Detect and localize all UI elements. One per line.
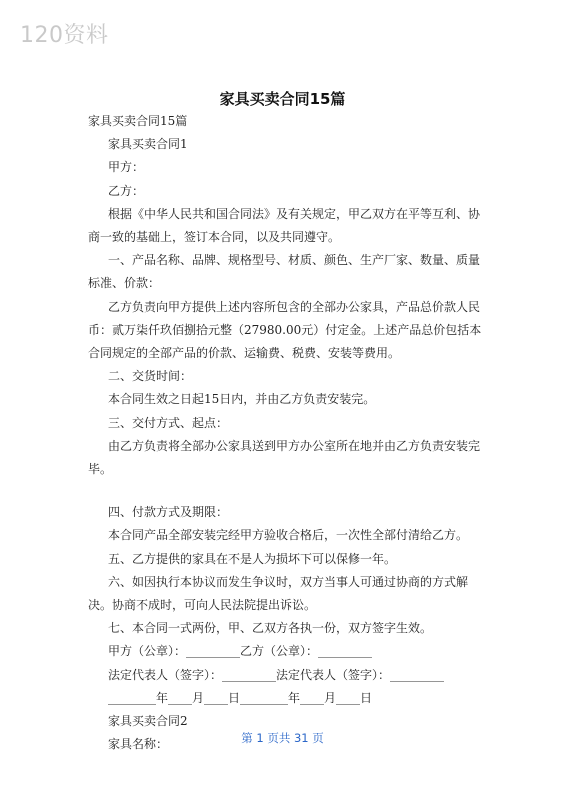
- date-line: ________年____月____日________年____月____日: [108, 690, 373, 705]
- party-a-label: 甲方：: [108, 160, 145, 175]
- seal-line: 甲方（公章）：_________乙方（公章）：_________: [108, 644, 373, 659]
- page-footer: 第 1 页共 31 页: [241, 731, 324, 745]
- furniture-name-label: 家具名称：: [108, 737, 169, 752]
- clause-6-paragraph: 六、如因执行本协议而发生争议时，双方当事人可通过协商的方式解决。协商不成时，可向人民法院提出诉讼。: [88, 574, 469, 613]
- clause-1-paragraph: 乙方负责向甲方提供上述内容所包含的全部办公家具，产品总价款人民币：贰万柒仟玖佰捌拾元整（27980.00元）付定金。上述产品总价包括本合同规定的全部产品的价款、运输费、税费、安装等费用。: [88, 299, 482, 361]
- clause-2-heading: 二、交货时间：: [108, 369, 193, 384]
- clause-3-paragraph: 由乙方负责将全部办公家具送到甲方办公室所在地并由乙方负责安装完毕。: [88, 438, 481, 477]
- section-heading: 家具买卖合同1: [108, 137, 188, 152]
- section-heading-2: 家具买卖合同2: [108, 714, 188, 729]
- signature-line: 法定代表人（签字）：_________法定代表人（签字）：_________: [108, 667, 445, 682]
- document-body: [88, 110, 483, 756]
- preamble-paragraph: 根据《中华人民共和国合同法》及有关规定，甲乙双方在平等互利、协商一致的基础上，签订本合同，以及共同遵守。: [88, 206, 481, 245]
- clause-7-paragraph: 七、本合同一式两份，甲、乙双方各执一份，双方签字生效。: [108, 621, 433, 636]
- clause-1-heading: 一、产品名称、品牌、规格型号、材质、颜色、生产厂家、数量、质量标准、价款：: [88, 253, 481, 291]
- clause-4-heading: 四、付款方式及期限：: [108, 505, 229, 520]
- doc-subtitle: 家具买卖合同15篇: [88, 114, 188, 128]
- clause-2-paragraph: 本合同生效之日起15日内，并由乙方负责安装完。: [108, 392, 376, 407]
- watermark-logo: 120资料: [20, 23, 109, 48]
- clause-3-heading: 三、交付方式、起点：: [108, 415, 229, 430]
- clause-5-paragraph: 五、乙方提供的家具在不是人为损坏下可以保修一年。: [108, 551, 397, 566]
- document-title: 家具买卖合同15篇: [219, 90, 346, 108]
- party-b-label: 乙方：: [108, 183, 145, 198]
- clause-4-paragraph: 本合同产品全部安装完经甲方验收合格后，一次性全部付清给乙方。: [108, 528, 469, 543]
